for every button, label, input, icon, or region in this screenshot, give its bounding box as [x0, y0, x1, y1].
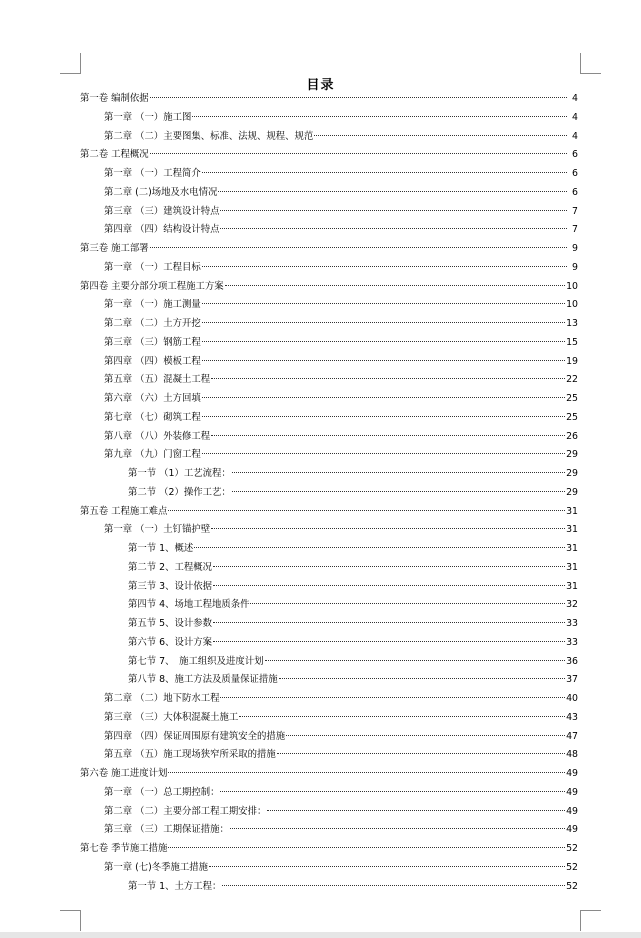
- toc-dot-leader: [213, 585, 565, 586]
- crop-mark-top-left: [60, 53, 81, 74]
- toc-entry[interactable]: [128, 561, 578, 575]
- toc-dot-leader: [265, 660, 566, 661]
- toc-entry-page: 9: [572, 243, 578, 254]
- toc-dot-leader: [202, 322, 565, 323]
- toc-entry-text: 第五卷 工程施工难点: [80, 505, 168, 517]
- toc-entry-text: 第七章 （七）砌筑工程: [104, 411, 201, 423]
- toc-entry-text: 第四节 4、场地工程地质条件: [128, 599, 250, 611]
- toc-entry-text: 第二章 （二）土方开挖: [104, 318, 201, 329]
- toc-entry-text: 第七卷 季节施工措施: [80, 843, 168, 854]
- toc-entry-page: 31: [566, 580, 578, 592]
- toc-entry[interactable]: [104, 111, 578, 125]
- toc-dot-leader: [211, 378, 565, 379]
- toc-entry-page: 37: [566, 674, 578, 686]
- toc-dot-leader: [202, 360, 565, 361]
- toc-entry-page: 48: [566, 749, 578, 761]
- toc-entry-text: 第一章 （一）施工图: [104, 111, 192, 123]
- toc-entry-text: 第三章 （三）大体积混凝土施工: [104, 711, 239, 723]
- toc-entry-page: 4: [572, 130, 578, 142]
- toc-dot-leader: [218, 191, 567, 192]
- toc-entry-text: 第二章 （二）主要分部工程工期安排：: [104, 805, 267, 817]
- toc-entry-page: 49: [566, 824, 578, 836]
- toc-entry-page: 49: [566, 786, 578, 798]
- toc-entry[interactable]: [104, 748, 578, 762]
- toc-entry[interactable]: [104, 411, 578, 425]
- toc-dot-leader: [168, 510, 565, 511]
- toc-entry-page: 7: [572, 205, 578, 217]
- toc-entry[interactable]: [104, 711, 578, 725]
- toc-entry[interactable]: [104, 823, 578, 837]
- toc-entry-page: 31: [566, 543, 578, 554]
- toc-dot-leader: [220, 697, 565, 698]
- toc-entry-text: 第五章 （五）施工现场狭窄所采取的措施: [104, 749, 276, 761]
- toc-entry[interactable]: [104, 355, 578, 369]
- toc-entry[interactable]: [104, 786, 578, 800]
- toc-entry[interactable]: [104, 298, 578, 312]
- toc-entry[interactable]: [104, 692, 578, 706]
- toc-entry-text: 第二节 （2）操作工艺：: [128, 486, 231, 498]
- toc-entry-text: 第六章 （六）土方回填: [104, 393, 201, 404]
- toc-entry-page: 36: [566, 655, 578, 667]
- toc-entry-text: 第九章 （九）门窗工程: [104, 449, 201, 461]
- toc-entry[interactable]: [104, 430, 578, 444]
- toc-entry-page: 52: [566, 843, 578, 854]
- crop-mark-bottom-right: [580, 910, 601, 931]
- toc-entry-text: 第二卷 工程概况: [80, 149, 149, 161]
- toc-entry-page: 25: [566, 411, 578, 423]
- toc-entry-text: 第三章 （三）工期保证措施：: [104, 824, 229, 836]
- toc-entry[interactable]: [80, 242, 578, 256]
- toc-entry-page: 29: [566, 449, 578, 461]
- toc-entry-text: 第一节 （1）工艺流程：: [128, 468, 231, 479]
- window-bottom-edge: [0, 932, 641, 938]
- toc-entry-page: 31: [566, 561, 578, 573]
- toc-dot-leader: [150, 153, 567, 154]
- toc-dot-leader: [213, 622, 565, 623]
- toc-dot-leader: [213, 641, 565, 642]
- toc-dot-leader: [150, 247, 567, 248]
- toc-entry[interactable]: [128, 673, 578, 687]
- toc-dot-leader: [220, 210, 567, 211]
- toc-dot-leader: [168, 772, 565, 773]
- toc-entry-text: 第三章 （三）钢筋工程: [104, 336, 201, 348]
- toc-entry-page: 26: [566, 430, 578, 442]
- toc-entry[interactable]: [104, 205, 578, 219]
- toc-dot-leader: [279, 678, 565, 679]
- toc-dot-leader: [202, 341, 565, 342]
- toc-dot-leader: [192, 116, 567, 117]
- toc-entry-page: 25: [566, 393, 578, 404]
- toc-dot-leader: [225, 285, 565, 286]
- toc-dot-leader: [222, 885, 565, 886]
- toc-entry-text: 第一章 (七)冬季施工措施: [104, 861, 209, 873]
- toc-entry[interactable]: [128, 880, 578, 894]
- toc-entry-page: 47: [566, 730, 578, 742]
- toc-entry[interactable]: [80, 280, 578, 294]
- toc-entry-text: 第一章 （一）工程简介: [104, 168, 201, 179]
- toc-entry-page: 43: [566, 711, 578, 723]
- toc-dot-leader: [202, 397, 565, 398]
- toc-entry-page: 7: [572, 224, 578, 236]
- toc-entry-page: 22: [566, 374, 578, 386]
- toc-entry-page: 40: [566, 693, 578, 704]
- toc-dot-leader: [250, 603, 565, 604]
- toc-entry[interactable]: [104, 223, 578, 237]
- toc-entry-page: 10: [566, 299, 578, 311]
- toc-dot-leader: [220, 791, 565, 792]
- toc-dot-leader: [168, 847, 565, 848]
- toc-entry-text: 第八节 8、施工方法及质量保证措施: [128, 674, 278, 686]
- toc-dot-leader: [213, 566, 565, 567]
- toc-entry-text: 第一章 （一）工程目标: [104, 261, 201, 273]
- toc-entry[interactable]: [128, 486, 578, 500]
- toc-entry-page: 32: [566, 599, 578, 611]
- toc-entry[interactable]: [80, 92, 578, 106]
- toc-entry-page: 10: [566, 280, 578, 292]
- toc-dot-leader: [314, 135, 567, 136]
- toc-entry-page: 6: [572, 186, 578, 198]
- toc-dot-leader: [202, 303, 565, 304]
- toc-entry-text: 第五章 （五）混凝土工程: [104, 374, 211, 386]
- toc-entry-text: 第四卷 主要分部分项工程施工方案: [80, 280, 224, 292]
- toc-entry-text: 第一节 1、概述: [128, 543, 194, 554]
- crop-mark-top-right: [580, 53, 601, 74]
- toc-entry-page: 31: [566, 505, 578, 517]
- toc-entry[interactable]: [104, 805, 578, 819]
- toc-entry[interactable]: [104, 392, 578, 406]
- toc-entry-text: 第三章 （三）建筑设计特点: [104, 205, 220, 217]
- toc-entry-page: 15: [566, 336, 578, 348]
- toc-entry[interactable]: [104, 373, 578, 387]
- toc-entry-text: 第二章 (二)场地及水电情况: [104, 186, 218, 198]
- toc-entry-page: 4: [572, 111, 578, 123]
- toc-dot-leader: [202, 266, 567, 267]
- toc-entry[interactable]: [128, 617, 578, 631]
- toc-dot-leader: [239, 716, 565, 717]
- toc-dot-leader: [286, 735, 565, 736]
- toc-dot-leader: [230, 828, 565, 829]
- toc-entry[interactable]: [104, 730, 578, 744]
- toc-dot-leader: [211, 528, 565, 529]
- toc-entry-page: 31: [566, 524, 578, 536]
- toc-entry[interactable]: [128, 655, 578, 669]
- toc-entry-text: 第四章 （四）模板工程: [104, 355, 201, 367]
- toc-entry[interactable]: [128, 580, 578, 594]
- toc-entry[interactable]: [104, 261, 578, 275]
- toc-dot-leader: [202, 416, 565, 417]
- toc-entry[interactable]: [104, 336, 578, 350]
- toc-entry-text: 第五节 5、设计参数: [128, 618, 212, 629]
- toc-entry-page: 6: [572, 149, 578, 161]
- toc-dot-leader: [209, 866, 565, 867]
- toc-entry-page: 9: [572, 261, 578, 273]
- toc-entry-text: 第四章 （四）保证周围原有建筑安全的措施: [104, 730, 286, 742]
- toc-entry-text: 第七节 7、 施工组织及进度计划: [128, 655, 264, 667]
- toc-dot-leader: [267, 810, 565, 811]
- toc-entry[interactable]: [128, 636, 578, 650]
- toc-entry-text: 第二节 2、工程概况: [128, 561, 212, 573]
- toc-entry-text: 第三节 3、设计依据: [128, 580, 212, 592]
- toc-entry-text: 第一卷 编制依据: [80, 93, 149, 104]
- toc-entry-text: 第二章 （二）主要图集、标准、法规、规程、规范: [104, 130, 314, 142]
- toc-dot-leader: [220, 228, 567, 229]
- toc-entry-page: 19: [566, 355, 578, 367]
- toc-dot-leader: [211, 435, 565, 436]
- toc-entry-page: 33: [566, 636, 578, 648]
- toc-entry[interactable]: [80, 842, 578, 856]
- toc-dot-leader: [277, 753, 565, 754]
- toc-dot-leader: [194, 547, 565, 548]
- toc-entry[interactable]: [104, 317, 578, 331]
- toc-entry[interactable]: [104, 186, 578, 200]
- toc-entry-text: 第一章 （一）总工期控制：: [104, 786, 220, 798]
- toc-dot-leader: [150, 97, 567, 98]
- toc-entry-text: 第六节 6、设计方案: [128, 636, 212, 648]
- toc-entry[interactable]: [128, 598, 578, 612]
- toc-dot-leader: [202, 453, 565, 454]
- toc-entry[interactable]: [128, 467, 578, 481]
- toc-entry-text: 第一章 （一）土钉锚护壁: [104, 524, 211, 536]
- toc-entry-text: 第四章 （四）结构设计特点: [104, 224, 220, 236]
- toc-entry-page: 49: [566, 768, 578, 779]
- toc-entry[interactable]: [104, 523, 578, 537]
- toc-entry-page: 6: [572, 168, 578, 179]
- toc-entry-page: 52: [566, 880, 578, 892]
- toc-entry-page: 52: [566, 861, 578, 873]
- toc-entry[interactable]: [104, 130, 578, 144]
- toc-entry[interactable]: [80, 505, 578, 519]
- toc-entry-page: 29: [566, 486, 578, 498]
- toc-entry-text: 第三卷 施工部署: [80, 243, 149, 254]
- toc-entry[interactable]: [104, 861, 578, 875]
- crop-mark-bottom-left: [60, 910, 81, 931]
- toc-dot-leader: [232, 472, 565, 473]
- toc-entry[interactable]: [104, 167, 578, 181]
- toc-dot-leader: [232, 491, 565, 492]
- toc-entry[interactable]: [128, 542, 578, 556]
- toc-entry-page: 33: [566, 618, 578, 629]
- toc-dot-leader: [202, 172, 567, 173]
- toc-entry[interactable]: [80, 148, 578, 162]
- toc-entry-text: 第八章 （八）外装修工程: [104, 430, 211, 442]
- toc-entry-page: 13: [566, 318, 578, 329]
- toc-entry[interactable]: [80, 767, 578, 781]
- toc-entry-text: 第六卷 施工进度计划: [80, 768, 168, 779]
- toc-entry-text: 第二章 （二）地下防水工程: [104, 693, 220, 704]
- toc-entry-text: 第一节 1、土方工程：: [128, 880, 222, 892]
- toc-entry-page: 49: [566, 805, 578, 817]
- toc-entry-text: 第一章 （一）施工测量: [104, 299, 201, 311]
- toc-entry-page: 29: [566, 468, 578, 479]
- toc-entry-page: 4: [572, 93, 578, 104]
- toc-entry[interactable]: [104, 448, 578, 462]
- toc-title: 目录: [306, 78, 335, 93]
